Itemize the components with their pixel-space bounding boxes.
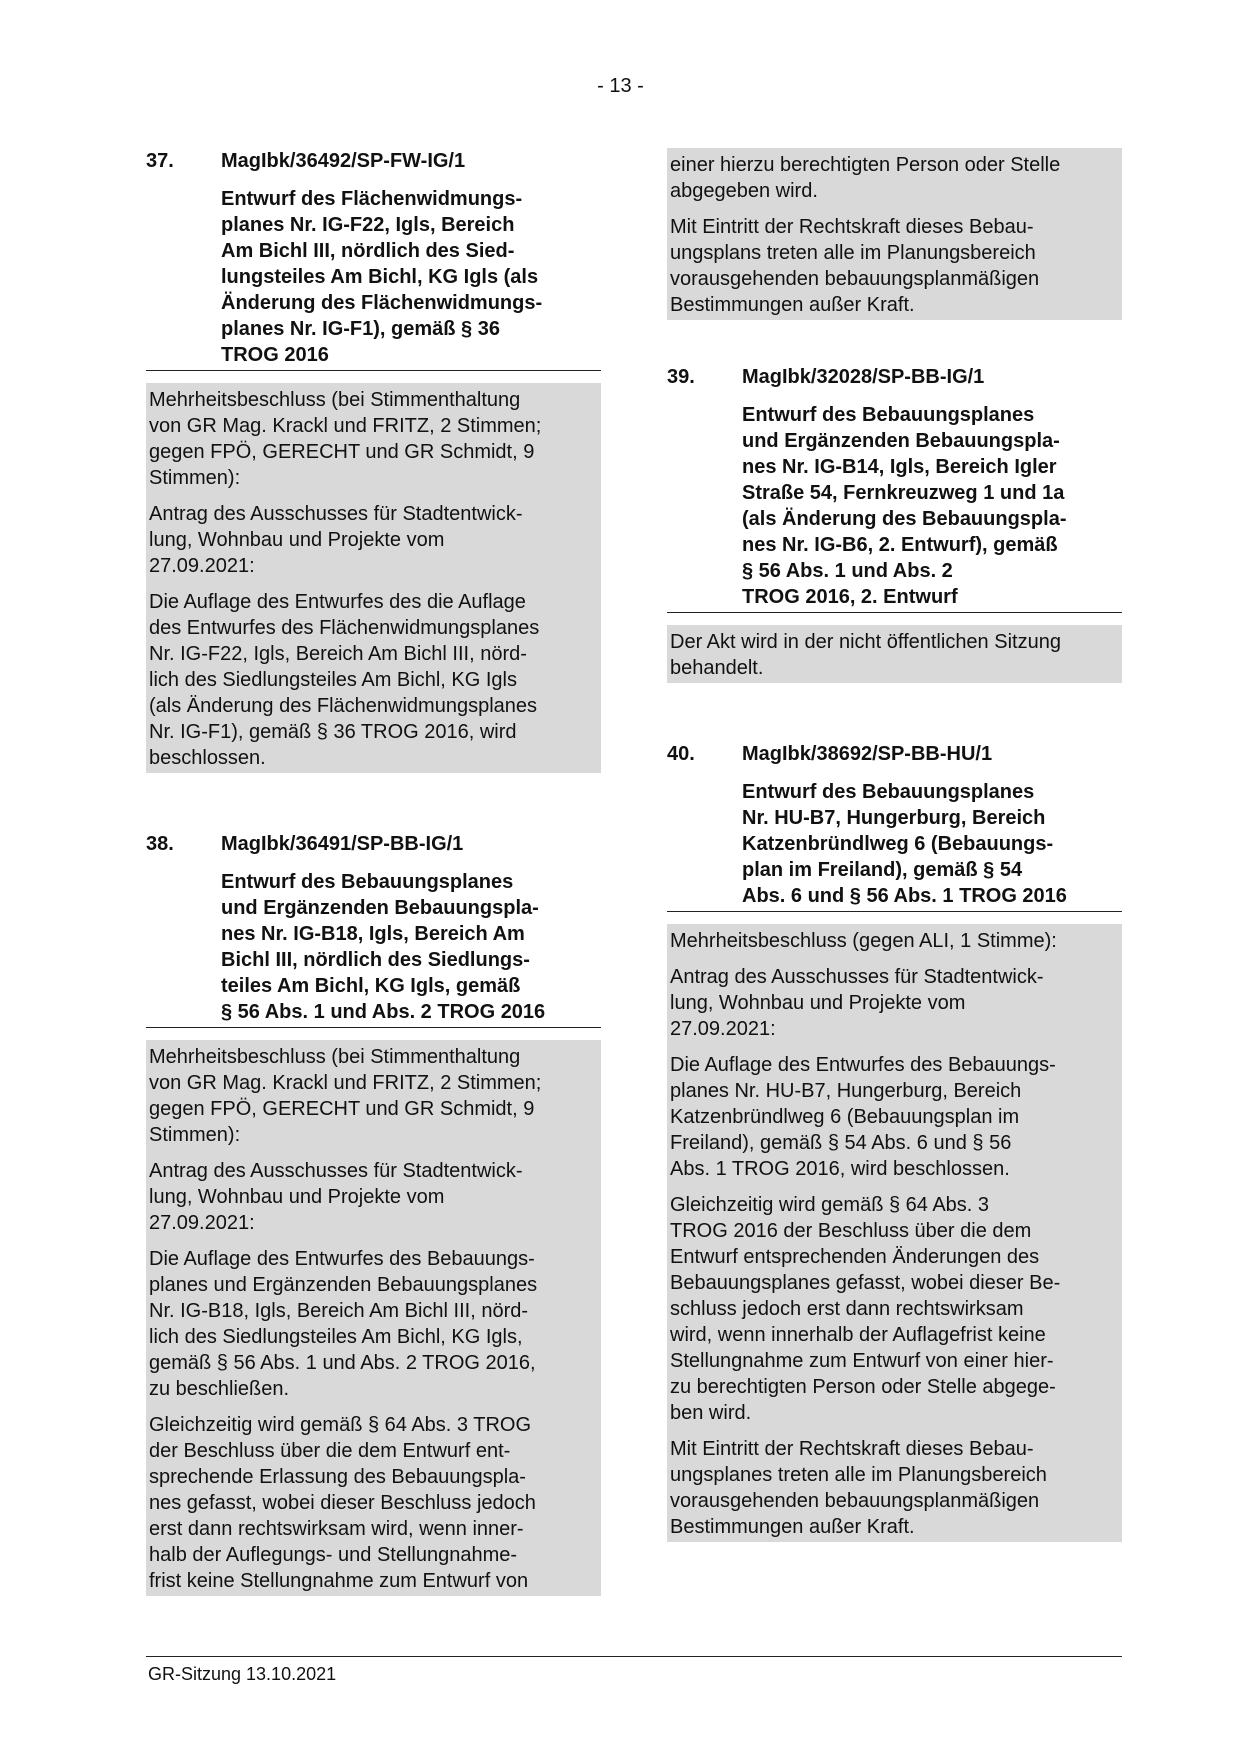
paragraph — [670, 152, 1118, 204]
text-line: Entwurf des Bebauungsplanes — [742, 404, 1035, 426]
text-line: Antrag des Ausschusses für Stadtentwick- — [149, 1160, 523, 1182]
paragraph — [149, 1158, 597, 1236]
text-line: von GR Mag. Krackl und FRITZ, 2 Stimmen; — [149, 1072, 542, 1094]
text-line: lungsteiles Am Bichl, KG Igls (als — [221, 266, 539, 288]
text-line: ungsplanes treten alle im Planungsbereich — [670, 1464, 1047, 1486]
text-line: planes und Ergänzenden Bebauungsplanes — [149, 1274, 538, 1296]
text-line: Die Auflage des Entwurfes des Bebauungs- — [670, 1054, 1056, 1076]
resolution-box — [667, 924, 1122, 1542]
text-line: Straße 54, Fernkreuzweg 1 und 1a — [742, 482, 1065, 504]
text-line: TROG 2016 — [221, 344, 329, 366]
item-title — [221, 869, 601, 1027]
item-title — [742, 402, 1122, 612]
text-line: Entwurf entsprechenden Änderungen des — [670, 1246, 1040, 1268]
paragraph — [149, 501, 597, 579]
page-number: - 13 - — [597, 75, 644, 97]
text-line: 27.09.2021: — [149, 1212, 255, 1234]
paragraph — [670, 214, 1118, 318]
text-line: nes Nr. IG-B6, 2. Entwurf), gemäß — [742, 534, 1058, 556]
text-line: Die Auflage des Entwurfes des die Auflage — [149, 591, 526, 613]
text-line: Antrag des Ausschusses für Stadtentwick- — [670, 966, 1044, 988]
text-line: von GR Mag. Krackl und FRITZ, 2 Stimmen; — [149, 415, 542, 437]
text-line: zu beschließen. — [149, 1378, 290, 1400]
text-line: Abs. 1 TROG 2016, wird beschlossen. — [670, 1158, 1010, 1180]
text-line: einer hierzu berechtigten Person oder Stelle — [670, 154, 1061, 176]
text-line: Mit Eintritt der Rechtskraft dieses Bebau- — [670, 216, 1034, 238]
text-line: und Ergänzenden Bebauungspla- — [742, 430, 1060, 452]
text-line: behandelt. — [670, 657, 764, 679]
resolution-box — [146, 383, 601, 773]
footer-divider — [146, 1656, 1122, 1657]
paragraph — [670, 928, 1118, 954]
text-line: Die Auflage des Entwurfes des Bebauungs- — [149, 1248, 535, 1270]
text-line: schluss jedoch erst dann rechtswirksam — [670, 1298, 1024, 1320]
item-code: MagIbk/36491/SP-BB-IG/1 — [221, 833, 464, 855]
text-line: Bestimmungen außer Kraft. — [670, 1516, 915, 1538]
text-line: Bestimmungen außer Kraft. — [670, 294, 915, 316]
text-line: Entwurf des Bebauungsplanes — [742, 781, 1035, 803]
text-line: teiles Am Bichl, KG Igls, gemäß — [221, 975, 521, 997]
paragraph — [670, 1052, 1118, 1182]
text-line: planes Nr. HU-B7, Hungerburg, Bereich — [670, 1080, 1022, 1102]
item-heading — [667, 741, 1122, 767]
paragraph — [149, 589, 597, 771]
text-line: Nr. IG-F22, Igls, Bereich Am Bichl III, nörd- — [149, 643, 527, 665]
text-line: nes gefasst, wobei dieser Beschluss jedoch — [149, 1492, 536, 1514]
footer-text: GR-Sitzung 13.10.2021 — [148, 1664, 337, 1684]
text-line: und Ergänzenden Bebauungspla- — [221, 897, 539, 919]
text-line: lung, Wohnbau und Projekte vom — [670, 992, 966, 1014]
item-number: 38. — [146, 833, 174, 855]
item-title — [742, 779, 1122, 911]
text-line: (als Änderung des Bebauungspla- — [742, 508, 1067, 530]
divider — [667, 911, 1122, 912]
item-code: MagIbk/38692/SP-BB-HU/1 — [742, 743, 993, 765]
agenda-item-37 — [146, 148, 601, 773]
right-column — [667, 148, 1122, 1542]
text-line: vorausgehenden bebauungsplanmäßigen — [670, 1490, 1040, 1512]
text-line: planes Nr. IG-F1), gemäß § 36 — [221, 318, 500, 340]
item-number: 37. — [146, 150, 174, 172]
text-line: plan im Freiland), gemäß § 54 — [742, 859, 1023, 881]
text-line: Antrag des Ausschusses für Stadtentwick- — [149, 503, 523, 525]
text-line: der Beschluss über die dem Entwurf ent- — [149, 1440, 511, 1462]
paragraph — [149, 1412, 597, 1594]
agenda-item-40 — [667, 741, 1122, 1542]
text-line: planes Nr. IG-F22, Igls, Bereich — [221, 214, 515, 236]
text-line: vorausgehenden bebauungsplanmäßigen — [670, 268, 1040, 290]
item-number: 39. — [667, 366, 695, 388]
text-line: Nr. IG-B18, Igls, Bereich Am Bichl III, nörd- — [149, 1300, 529, 1322]
text-line: zu berechtigten Person oder Stelle abgege- — [670, 1376, 1056, 1398]
text-line: Stellungnahme zum Entwurf von einer hier- — [670, 1350, 1054, 1372]
text-line: Stimmen): — [149, 467, 241, 489]
text-line: frist keine Stellungnahme zum Entwurf von — [149, 1570, 529, 1592]
text-line: Entwurf des Bebauungsplanes — [221, 871, 514, 893]
text-line: Katzenbründlweg 6 (Bebauungs- — [742, 833, 1054, 855]
item-code: MagIbk/32028/SP-BB-IG/1 — [742, 366, 985, 388]
paragraph — [670, 1192, 1118, 1426]
text-line: Mehrheitsbeschluss (gegen ALI, 1 Stimme): — [670, 930, 1057, 952]
text-line: § 56 Abs. 1 und Abs. 2 TROG 2016 — [221, 1001, 546, 1023]
item-heading — [146, 831, 601, 857]
text-line: Gleichzeitig wird gemäß § 64 Abs. 3 TROG — [149, 1414, 532, 1436]
text-line: (als Änderung des Flächenwidmungsplanes — [149, 695, 538, 717]
text-line: TROG 2016 der Beschluss über die dem — [670, 1220, 1032, 1242]
text-line: gegen FPÖ, GERECHT und GR Schmidt, 9 — [149, 441, 535, 463]
item-code: MagIbk/36492/SP-FW-IG/1 — [221, 150, 466, 172]
item-heading — [146, 148, 601, 174]
text-line: nes Nr. IG-B18, Igls, Bereich Am — [221, 923, 525, 945]
text-line: wird, wenn innerhalb der Auflagefrist keine — [670, 1324, 1046, 1346]
resolution-box — [146, 1040, 601, 1596]
left-column — [146, 148, 601, 1596]
text-line: lich des Siedlungsteiles Am Bichl, KG Igls — [149, 669, 517, 691]
text-line: § 56 Abs. 1 und Abs. 2 — [742, 560, 953, 582]
text-line: Entwurf des Flächenwidmungs- — [221, 188, 523, 210]
agenda-item-39 — [667, 364, 1122, 683]
text-line: TROG 2016, 2. Entwurf — [742, 586, 958, 608]
text-line: Stimmen): — [149, 1124, 241, 1146]
text-line: lich des Siedlungsteiles Am Bichl, KG Igls, — [149, 1326, 523, 1348]
item-title — [221, 186, 601, 370]
text-line: Bebauungsplanes gefasst, wobei dieser Be- — [670, 1272, 1061, 1294]
continuation-box — [667, 148, 1122, 320]
text-line: Nr. HU-B7, Hungerburg, Bereich — [742, 807, 1046, 829]
text-line: Gleichzeitig wird gemäß § 64 Abs. 3 — [670, 1194, 990, 1216]
paragraph — [149, 1246, 597, 1402]
text-line: Mit Eintritt der Rechtskraft dieses Bebau- — [670, 1438, 1034, 1460]
text-line: lung, Wohnbau und Projekte vom — [149, 529, 445, 551]
text-line: Mehrheitsbeschluss (bei Stimmenthaltung — [149, 389, 521, 411]
text-line: Katzenbründlweg 6 (Bebauungsplan im — [670, 1106, 1020, 1128]
text-line: Bichl III, nördlich des Siedlungs- — [221, 949, 530, 971]
text-line: abgegeben wird. — [670, 180, 818, 202]
text-line: beschlossen. — [149, 747, 266, 769]
text-line: sprechende Erlassung des Bebauungspla- — [149, 1466, 526, 1488]
paragraph — [149, 1044, 597, 1148]
paragraph — [670, 1436, 1118, 1540]
text-line: erst dann rechtswirksam wird, wenn inner- — [149, 1518, 524, 1540]
text-line: nes Nr. IG-B14, Igls, Bereich Igler — [742, 456, 1057, 478]
item-heading — [667, 364, 1122, 390]
paragraph — [670, 629, 1118, 681]
divider — [146, 370, 601, 371]
text-line: Mehrheitsbeschluss (bei Stimmenthaltung — [149, 1046, 521, 1068]
paragraph — [149, 387, 597, 491]
paragraph — [670, 964, 1118, 1042]
text-line: Änderung des Flächenwidmungs- — [221, 292, 543, 314]
text-line: ben wird. — [670, 1402, 752, 1424]
item-number: 40. — [667, 743, 695, 765]
text-line: Am Bichl III, nördlich des Sied- — [221, 240, 515, 262]
text-line: Nr. IG-F1), gemäß § 36 TROG 2016, wird — [149, 721, 517, 743]
resolution-box — [667, 625, 1122, 683]
text-line: des Entwurfes des Flächenwidmungsplanes — [149, 617, 540, 639]
text-line: gemäß § 56 Abs. 1 und Abs. 2 TROG 2016, — [149, 1352, 536, 1374]
text-line: lung, Wohnbau und Projekte vom — [149, 1186, 445, 1208]
text-line: gegen FPÖ, GERECHT und GR Schmidt, 9 — [149, 1098, 535, 1120]
text-line: ungsplans treten alle im Planungsbereich — [670, 242, 1036, 264]
text-line: 27.09.2021: — [149, 555, 255, 577]
divider — [667, 612, 1122, 613]
text-line: Abs. 6 und § 56 Abs. 1 TROG 2016 — [742, 885, 1067, 907]
text-line: 27.09.2021: — [670, 1018, 776, 1040]
agenda-item-38 — [146, 831, 601, 1596]
text-line: Freiland), gemäß § 54 Abs. 6 und § 56 — [670, 1132, 1012, 1154]
text-line: Der Akt wird in der nicht öffentlichen Sitzung — [670, 631, 1061, 653]
divider — [146, 1027, 601, 1028]
text-line: halb der Auflegungs- und Stellungnahme- — [149, 1544, 518, 1566]
